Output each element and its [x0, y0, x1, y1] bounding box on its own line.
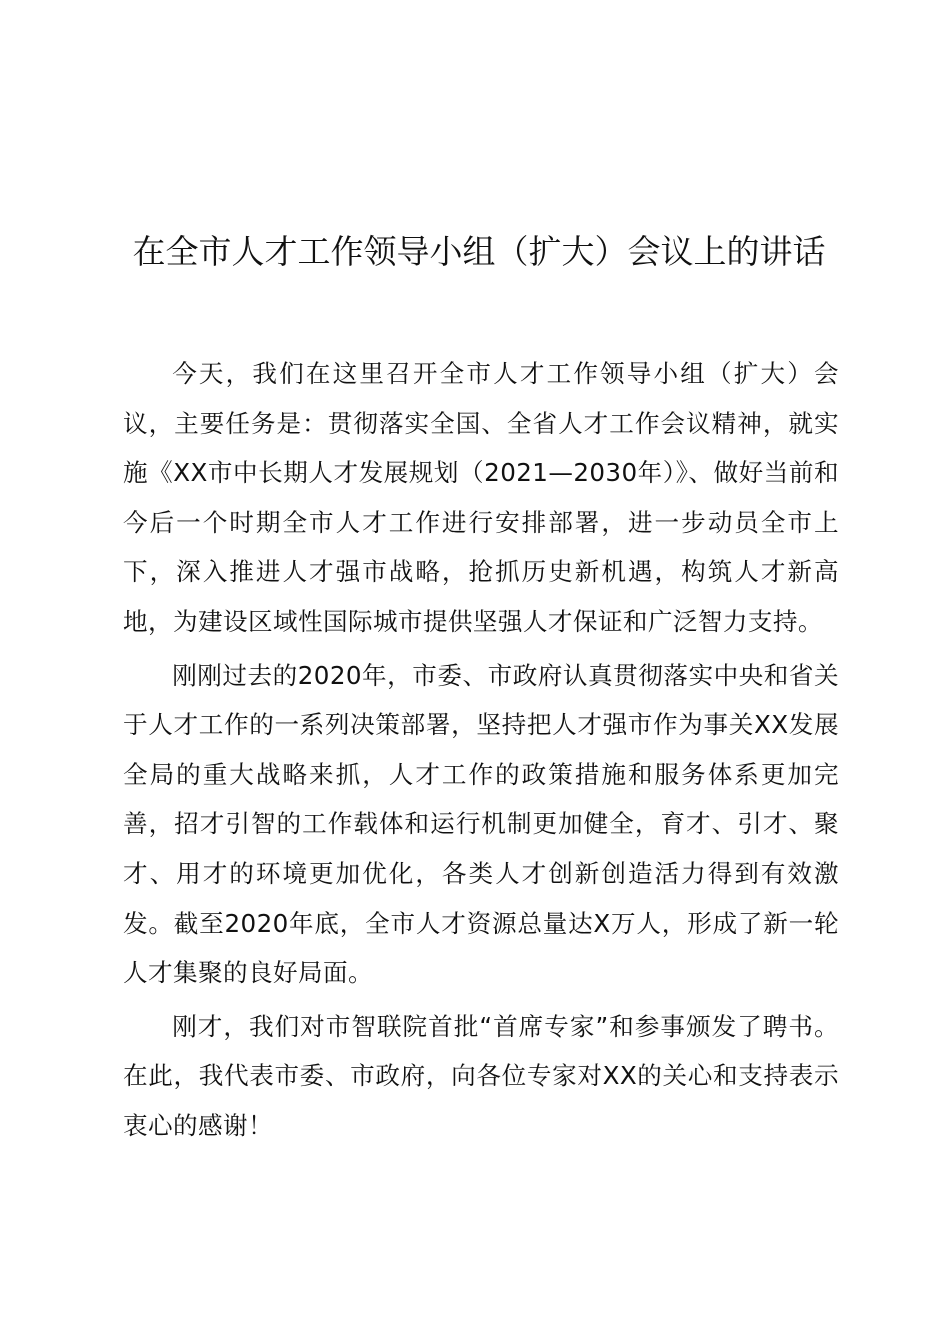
document-body — [123, 349, 839, 1155]
paragraph-thanks: 刚才，我们对市智联院首批“首席专家”和参事颁发了聘书。在此，我代表市委、市政府，向各位专家对XX的关心和支持表示衷心的感谢！ — [123, 1011, 839, 1140]
paragraph-2020-review: 刚刚过去的2020年，市委、市政府认真贯彻落实中央和省关于人才工作的一系列决策部署，坚持把人才强市作为事关XX发展全局的重大战略来抓，人才工作的政策措施和服务体系更加完善，招才引智的工作载体和运行机制更加健全，育才、引才、聚才、用才的环境更加优化，各类人才创新创造活力得到有效激发。截至2020年底，全市人才资源总量达X万人，形成了新一轮人才集聚的良好局面。 — [123, 660, 839, 988]
document-title: 在全市人才工作领导小组（扩大）会议上的讲话 — [132, 232, 826, 271]
paragraph-opening: 今天，我们在这里召开全市人才工作领导小组（扩大）会议，主要任务是：贯彻落实全国、全省人才工作会议精神，就实施《XX市中长期人才发展规划（2021—2030年）》、做好当前和今后一个时期全市人才工作进行安排部署，进一步动员全市上下，深入推进人才强市战略，抢抓历史新机遇，构筑人才新高地，为建设区域性国际城市提供坚强人才保证和广泛智力支持。 — [123, 359, 839, 636]
